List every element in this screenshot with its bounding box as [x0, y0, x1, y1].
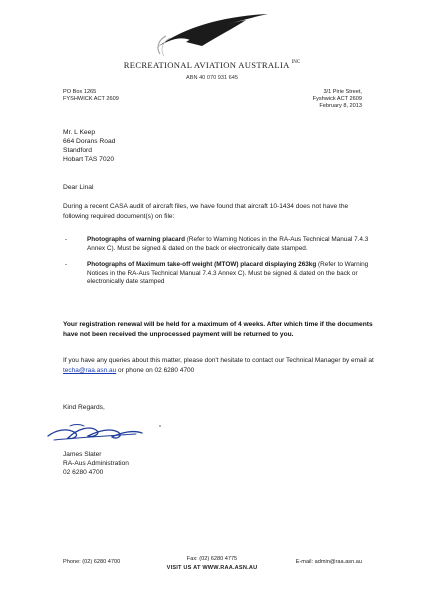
recipient-name: Mr. L Keep	[63, 129, 96, 136]
contact-paragraph	[63, 356, 375, 375]
list-bullet: -	[65, 236, 68, 243]
footer-email: E-mail: admin@raa.asn.au	[295, 559, 362, 565]
closing: Kind Regards,	[63, 404, 105, 411]
office-address-line: Fyshwick ACT 2609	[312, 96, 362, 102]
recipient-city: Hobart TAS 7020	[63, 156, 115, 163]
signatory-role: RA-Aus Administration	[63, 460, 129, 467]
salutation: Dear Linal	[63, 184, 94, 191]
technical-email-link[interactable]: techa@raa.asn.au	[63, 366, 117, 374]
required-documents-list	[63, 236, 375, 295]
handwritten-signature	[44, 416, 164, 448]
postal-address	[63, 89, 119, 103]
requirement-title: Photographs of Maximum take-off weight (MTOW) placard displaying 263kg	[87, 261, 317, 269]
letter-date: February 8, 2013	[319, 103, 362, 109]
abn-number: ABN 40 070 931 645	[186, 75, 238, 81]
signatory-name: James Slater	[63, 451, 102, 458]
office-address-line: 3/1 Pirie Street,	[323, 89, 362, 95]
organisation-suffix: INC	[291, 60, 301, 65]
postal-address-line: FYSHWICK ACT 2609	[63, 96, 119, 102]
postal-address-line: PO Box 1265	[63, 89, 97, 95]
letter-footer	[0, 556, 424, 576]
requirement-detail: (Refer to Warning Notices in the RA-Aus Technical Manual 7.4.3 Annex C). Must be signed & dated on the back or electronically date stamped.	[87, 236, 369, 252]
organisation-name	[0, 60, 424, 70]
office-address	[313, 89, 362, 110]
requirement-detail: (Refer to Warning Notices in the RA-Aus Technical Manual 7.4.3 Annex C). Must be signed & dated on the back or electronically date stamped	[87, 261, 369, 286]
footer-phone: Phone: (02) 6280 4700	[63, 559, 121, 565]
intro-paragraph: During a recent CASA audit of aircraft files, we have found that aircraft 10-1434 does not have the following required document(s) on file:	[63, 203, 349, 220]
footer-website: VISIT US AT WWW.RAA.ASN.AU	[166, 565, 258, 571]
contact-text-after: or phone on 02 6280 4700	[116, 366, 195, 374]
renewal-warning: Your registration renewal will be held for a maximum of 4 weeks. After which time if the documents have not been received the unprocessed payment will be returned to you.	[63, 321, 373, 338]
raa-wing-logo	[142, 10, 282, 62]
signatory-phone: 02 6280 4700	[63, 469, 104, 476]
contact-text: If you have any queries about this matter, please don't hesitate to contact our Technical Manager by email at	[63, 357, 374, 364]
organisation-name-text: RECREATIONAL AVIATION AUSTRALIA	[123, 60, 290, 70]
recipient-suburb: Standford	[63, 147, 92, 154]
footer-fax: Fax: (02) 6280 4775	[186, 556, 238, 562]
list-item	[63, 261, 375, 287]
signatory-block	[63, 450, 129, 477]
list-item	[63, 236, 375, 253]
recipient-street: 664 Dorans Road	[63, 138, 116, 145]
requirement-title: Photographs of warning placard	[87, 236, 185, 243]
recipient-address	[63, 128, 115, 164]
list-bullet: -	[65, 261, 68, 269]
